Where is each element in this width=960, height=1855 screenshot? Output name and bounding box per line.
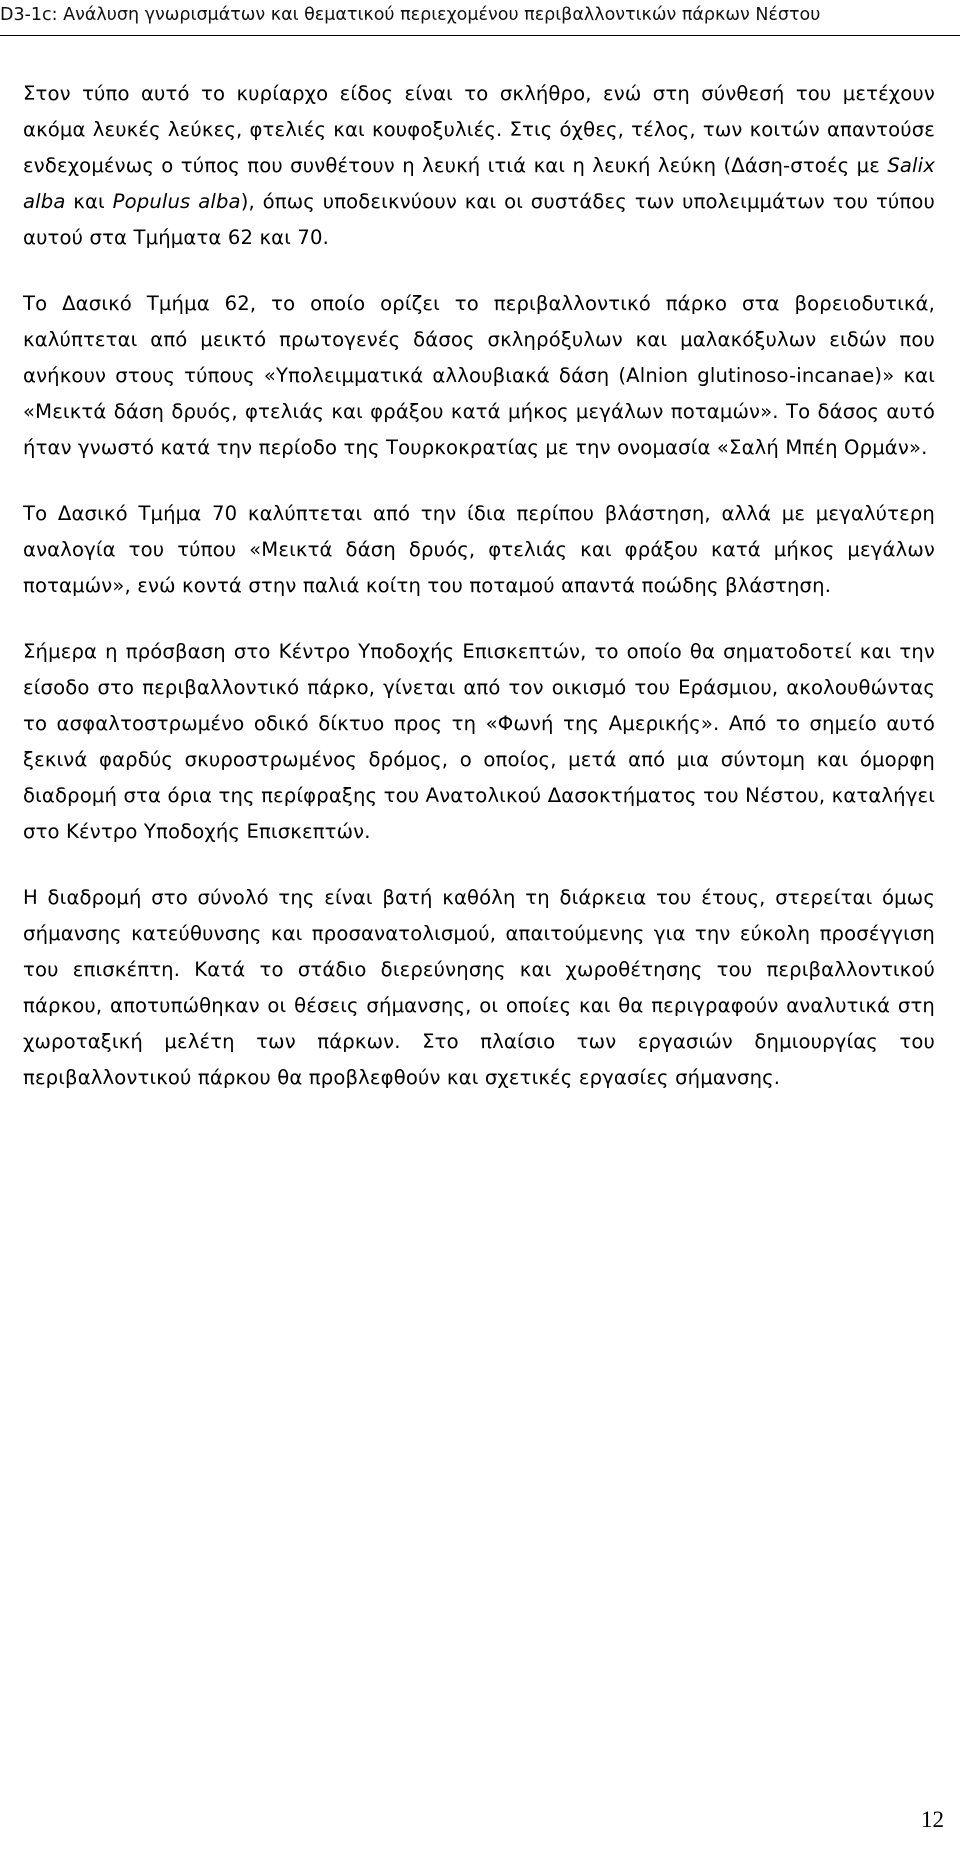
paragraph-1-text-c: ), όπως υποδεικνύουν και οι συστάδες των υπολειμμάτων του τύπου αυτού στα Τμήματα 62 και 70. xyxy=(23,190,935,249)
header-divider xyxy=(0,35,960,36)
paragraph-1-text-b: και xyxy=(65,190,113,213)
page-number: 12 xyxy=(921,1807,944,1832)
paragraph-1-text-a: Στον τύπο αυτό το κυρίαρχο είδος είναι το σκλήθρο, ενώ στη σύνθεσή του μετέχουν ακόμα λευκές λεύκες, φτελιές και κουφοξυλιές. Στις όχθες, τέλος, των κοιτών απαντούσε ενδεχομένως ο τύπος που συνθέτουν η λευκή ιτιά και η λευκή λεύκη (Δάση-στοές με xyxy=(23,82,935,177)
paragraph-4: Σήμερα η πρόσβαση στο Κέντρο Υποδοχής Επισκεπτών, το οποίο θα σηματοδοτεί και την είσοδο στο περιβαλλοντικό πάρκο, γίνεται από τον οικισμό του Εράσμιου, ακολουθώντας το ασφαλτοστρωμένο οδικό δίκτυο προς τη «Φωνή της Αμερικής». Από το σημείο αυτό ξεκινά φαρδύς σκυροστρωμένος δρόμος, ο οποίος, μετά από μια σύντομη και όμορφη διαδρομή στα όρια της περίφραξης του Ανατολικού Δασοκτήματος του Νέστου, καταλήγει στο Κέντρο Υποδοχής Επισκεπτών. xyxy=(23,640,935,843)
document-body xyxy=(23,76,935,1096)
paragraph-3: Το Δασικό Τμήμα 70 καλύπτεται από την ίδια περίπου βλάστηση, αλλά με μεγαλύτερη αναλογία του τύπου «Μεικτά δάση δρυός, φτελιάς και φράξου κατά μήκος μεγάλων ποταμών», ενώ κοντά στην παλιά κοίτη του ποταμού απαντά ποώδης βλάστηση. xyxy=(23,502,935,597)
paragraph-5: Η διαδρομή στο σύνολό της είναι βατή καθόλη τη διάρκεια του έτους, στερείται όμως σήμανσης κατεύθυνσης και προσανατολισμού, απαιτούμενης για την εύκολη προσέγγιση του επισκέπτη. Κατά το στάδιο διερεύνησης και χωροθέτησης του περιβαλλοντικού πάρκου, αποτυπώθηκαν οι θέσεις σήμανσης, οι οποίες και θα περιγραφούν αναλυτικά στη χωροταξική μελέτη των πάρκων. Στο πλαίσιο των εργασιών δημιουργίας του περιβαλλοντικού πάρκου θα προβλεφθούν και σχετικές εργασίες σήμανσης. xyxy=(23,886,935,1089)
paragraph-1 xyxy=(23,76,935,256)
species-populus-alba: Populus alba xyxy=(112,190,241,213)
paragraph-2: Το Δασικό Τμήμα 62, το οποίο ορίζει το περιβαλλοντικό πάρκο στα βορειοδυτικά, καλύπτεται από μεικτό πρωτογενές δάσος σκληρόξυλων και μαλακόξυλων ειδών που ανήκουν στους τύπους «Υπολειμματικά αλλουβιακά δάση (Alnion glutinoso-incanae)» και «Μεικτά δάση δρυός, φτελιάς και φράξου κατά μήκος μεγάλων ποταμών». Το δάσος αυτό ήταν γνωστό κατά την περίοδο της Τουρκοκρατίας με την ονομασία «Σαλή Μπέη Ορμάν». xyxy=(23,292,935,459)
species-salix-alba: Salix alba xyxy=(23,154,935,213)
page-header: D3-1c: Ανάλυση γνωρισμάτων και θεματικού περιεχομένου περιβαλλοντικών πάρκων Νέστου xyxy=(0,5,821,25)
